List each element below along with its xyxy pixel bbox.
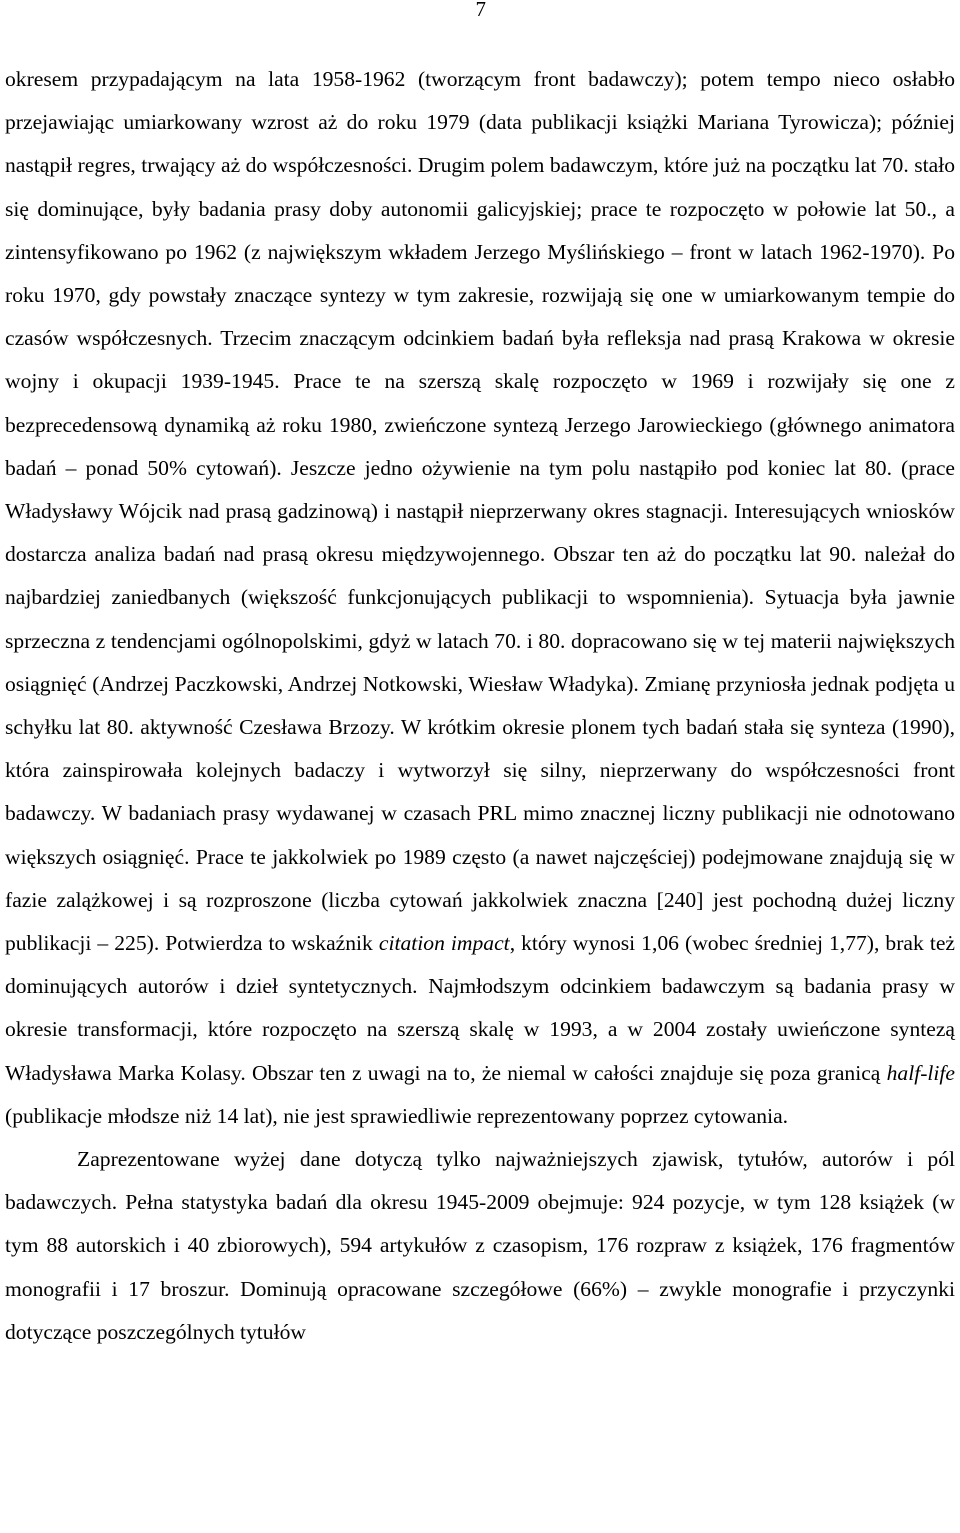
paragraph-1-term-citation-impact: citation impact — [378, 931, 510, 956]
paragraph-2 — [5, 1138, 955, 1354]
page-number: 7 — [475, 0, 486, 21]
paragraph-1-text-1: okresem przypadającym na lata 1958-1962 (tworzącym front badawczy); potem tempo nieco osłabło przejawiając umiarkowany wzrost aż do roku 1979 (data publikacji książki Mariana Tyrowicza); później nastąpił regres, trwający aż do współczesności. Drugim polem badawczym, które już na początku lat 70. stało się dominujące, były badania prasy doby autonomii galicyjskiej; prace te rozpoczęto w połowie lat 50., a zintensyfikowano po 1962 (z największym wkładem Jerzego Myślińskiego – front w latach 1962-1970). Po roku 1970, gdy powstały znaczące syntezy w tym zakresie, rozwijają się one w umiarkowanym tempie do czasów współczesnych. Trzecim znaczącym odcinkiem badań była refleksja nad prasą Krakowa w okresie wojny i okupacji 1939-1945. Prace te na szerszą skalę rozpoczęto w 1969 i rozwijały się one z bezprecedensową dynamiką aż roku 1980, zwieńczone syntezą Jerzego Jarowieckiego (głównego animatora badań – ponad 50% cytowań). Jeszcze jedno ożywienie na tym polu nastąpiło pod koniec lat 80. (prace Władysławy Wójcik nad prasą gadzinową) i nastąpił nieprzerwany okres stagnacji. Interesujących wniosków dostarcza analiza badań nad prasą okresu międzywojennego. Obszar ten aż do początku lat 90. należał do najbardziej zaniedbanych (większość funkcjonujących publikacji to wspomnienia). Sytuacja była jawnie sprzeczna z tendencjami ogólnopolskimi, gdyż w latach 70. i 80. dopracowano się w tej materii największych osiągnięć (Andrzej Paczkowski, Andrzej Notkowski, Wiesław Władyka). Zmianę przyniosła jednak podjęta u schyłku lat 80. aktywność Czesława Brzozy. W krótkim okresie plonem tych badań stała się synteza (1990), która zainspirowała kolejnych badaczy i wytworzył się silny, nieprzerwany do współczesności front badawczy. W badaniach prasy wydawanej w czasach PRL mimo znacznej liczny publikacji nie odnotowano większych osiągnięć. Prace te jakkolwiek po 1989 często (a nawet najczęściej) podejmowane znajdują się w fazie zalążkowej i są rozproszone (liczba cytowań jakkolwiek znaczna [240] jest pochodną dużej liczny publikacji – 225). Potwierdza to wskaźnik — [5, 67, 955, 956]
paragraph-1 — [5, 58, 955, 1138]
paragraph-1-term-half-life: half-life — [886, 1060, 955, 1085]
paragraph-1-text-2: , który wynosi 1,06 (wobec średniej 1,77), brak też dominujących autorów i dzieł syntetycznych. Najmłodszym odcinkiem badawczym są badania prasy w okresie transformacji, które rozpoczęto na szerszą skalę w 1993, a w 2004 zostały uwieńczone syntezą Władysława Marka Kolasy. Obszar ten z uwagi na to, że niemal w całości znajduje się poza granicą — [5, 931, 956, 1085]
paragraph-2-text-1: Zaprezentowane wyżej dane dotyczą tylko najważniejszych zjawisk, tytułów, autorów i pól badawczych. Pełna statystyka badań dla okresu 1945-2009 obejmuje: 924 pozycje, w tym 128 książek (w tym 88 autorskich i 40 zbiorowych), 594 artykułów z czasopism, 176 rozpraw z książek, 176 fragmentów monografii i 17 broszur. Dominują opracowane szczegółowe (66%) – zwykle monografie i przyczynki dotyczące poszczególnych tytułów — [5, 1147, 955, 1344]
paragraph-1-text-3: (publikacje młodsze niż 14 lat), nie jest sprawiedliwie reprezentowany poprzez cytowania. — [5, 1103, 789, 1128]
body-text — [5, 58, 955, 1354]
